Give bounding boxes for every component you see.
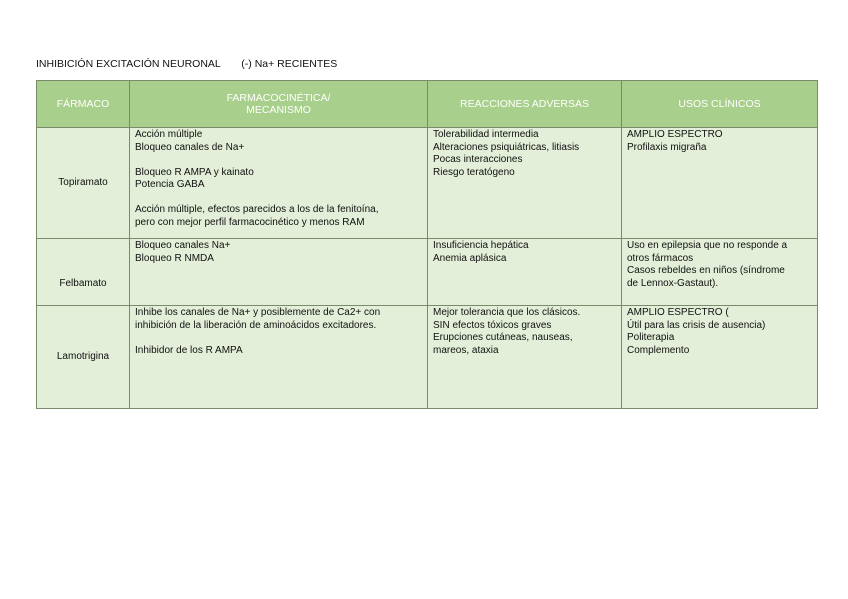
drug-table xyxy=(36,80,818,409)
header-uses: USOS CLÍNICOS xyxy=(622,81,818,128)
adverse-line: Pocas interacciones xyxy=(433,154,523,165)
drug-name-cell: Topiramato xyxy=(37,128,130,239)
drug-name-cell xyxy=(37,239,130,306)
header-drug: FÁRMACO xyxy=(37,81,130,128)
mechanism-cell xyxy=(130,128,428,239)
header-mechanism-line1: FARMACOCINÉTICA/ xyxy=(226,92,331,104)
adverse-line: Insuficiencia hepática xyxy=(433,240,529,251)
uses-cell xyxy=(622,239,818,306)
mechanism-line: pero con mejor perfil farmacocinético y menos RAM xyxy=(135,216,365,228)
adverse-line: Anemia aplásica xyxy=(433,252,507,264)
uses-line: Politerapia xyxy=(627,332,675,343)
uses-line: Profilaxis migraña xyxy=(627,141,707,153)
drug-name-text: Felbamato xyxy=(59,277,107,289)
mechanism-line: Bloqueo R NMDA xyxy=(135,252,214,264)
header-mechanism-line2: MECANISMO xyxy=(246,104,311,116)
header-row xyxy=(37,81,818,128)
mechanism-line: Bloqueo canales Na+ xyxy=(135,240,231,251)
adverse-line: Alteraciones psiquiátricas, litiasis xyxy=(433,141,580,153)
table-row xyxy=(37,239,818,306)
mechanism-line: Acción múltiple, efectos parecidos a los de la fenitoína, xyxy=(135,204,379,215)
table-row xyxy=(37,306,818,409)
uses-line: Casos rebeldes en niños (síndrome xyxy=(627,265,785,276)
title-text: INHIBICIÓN EXCITACIÓN NEURONAL xyxy=(36,58,221,70)
uses-line: Útil para las crisis de ausencia) xyxy=(627,319,766,331)
page-title xyxy=(36,58,337,70)
subtitle-text: (-) Na+ RECIENTES xyxy=(241,58,338,70)
mechanism-line: Bloqueo R AMPA y kainato xyxy=(135,166,254,178)
mechanism-cell xyxy=(130,306,428,409)
adverse-line: SIN efectos tóxicos graves xyxy=(433,319,552,331)
uses-line: Uso en epilepsia que no responde a xyxy=(627,240,788,251)
adverse-line: Mejor tolerancia que los clásicos. xyxy=(433,307,581,318)
mechanism-cell xyxy=(130,239,428,306)
adverse-cell xyxy=(428,128,622,239)
mechanism-line: Inhibidor de los R AMPA xyxy=(135,344,243,356)
uses-line: Complemento xyxy=(627,344,690,356)
adverse-cell xyxy=(428,306,622,409)
adverse-line: Tolerabilidad intermedia xyxy=(433,129,539,140)
mechanism-line: Acción múltiple xyxy=(135,129,203,140)
uses-cell xyxy=(622,128,818,239)
header-mechanism xyxy=(130,81,428,128)
drug-name-cell: Lamotrigina xyxy=(37,306,130,409)
mechanism-line: inhibición de la liberación de aminoácidos excitadores. xyxy=(135,319,377,331)
uses-cell xyxy=(622,306,818,409)
mechanism-line: Bloqueo canales de Na+ xyxy=(135,141,245,153)
adverse-line: Riesgo teratógeno xyxy=(433,166,515,178)
uses-line: AMPLIO ESPECTRO xyxy=(627,129,723,140)
uses-line: otros fármacos xyxy=(627,252,694,264)
adverse-line: mareos, ataxia xyxy=(433,344,499,356)
adverse-line: Erupciones cutáneas, nauseas, xyxy=(433,332,573,343)
mechanism-line: Inhibe los canales de Na+ y posiblemente de Ca2+ con xyxy=(135,307,381,318)
uses-line: AMPLIO ESPECTRO ( xyxy=(627,307,729,318)
adverse-cell xyxy=(428,239,622,306)
table-row xyxy=(37,128,818,239)
header-adverse: REACCIONES ADVERSAS xyxy=(428,81,622,128)
mechanism-line: Potencia GABA xyxy=(135,179,205,190)
uses-line: de Lennox-Gastaut). xyxy=(627,277,719,289)
